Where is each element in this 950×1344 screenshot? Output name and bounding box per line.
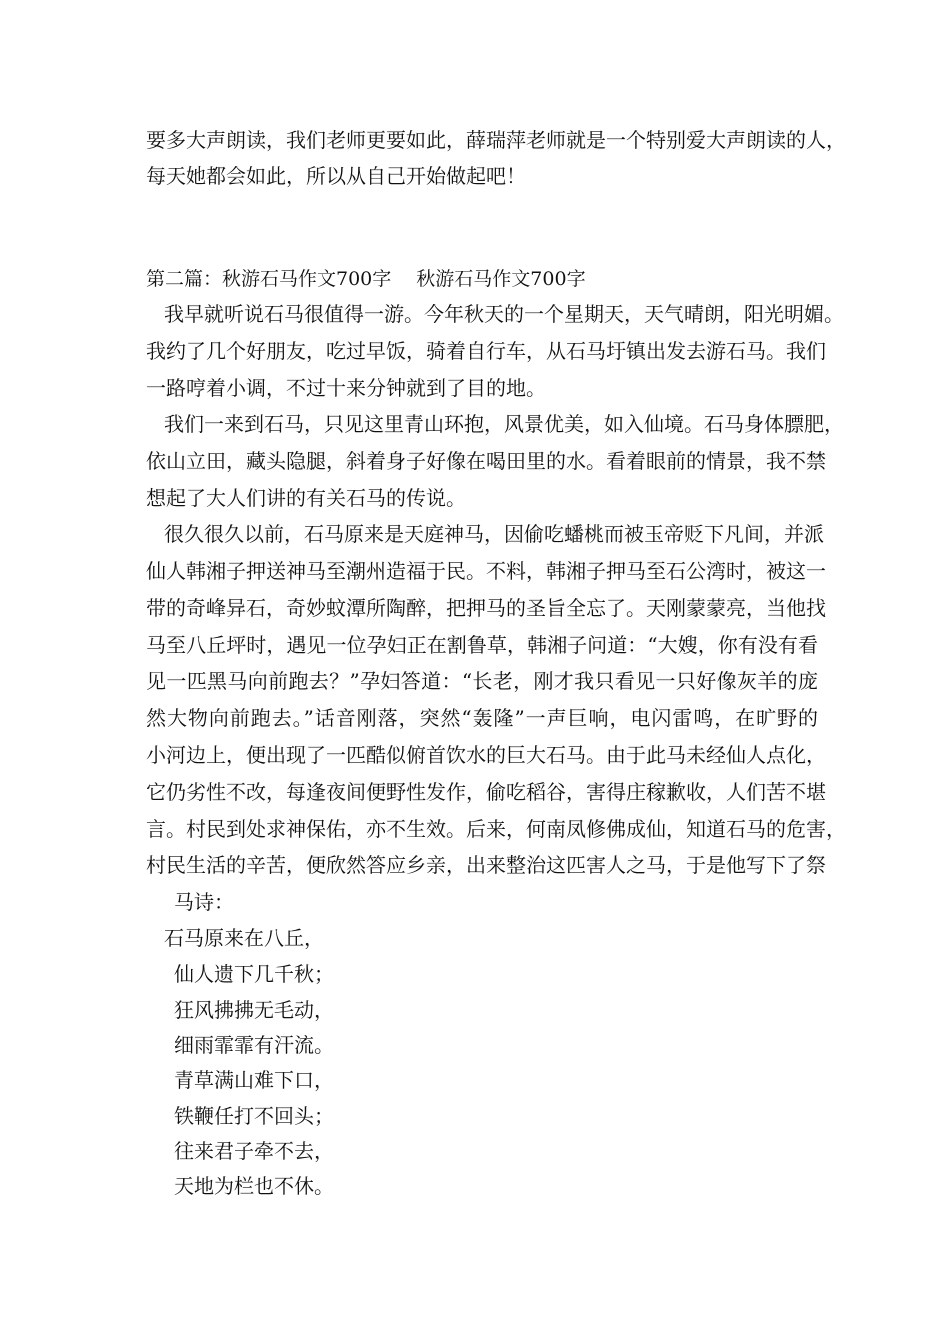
poem-line: 青草满山难下口， [174, 1068, 334, 1092]
paragraph-line: 马至八丘坪时，遇见一位孕妇正在割鲁草，韩湘子问道：“大嫂，你有没有看 [146, 633, 818, 657]
paragraph-line: 小河边上，便出现了一匹酷似俯首饮水的巨大石马。由于此马未经仙人点化， [146, 743, 826, 767]
prev-section-line: 每天她都会如此，所以从自己开始做起吧！ [146, 164, 526, 188]
paragraph-line: 很久很久以前，石马原来是天庭神马，因偷吃蟠桃而被玉帝贬下凡间，并派 [164, 522, 824, 546]
paragraph-line: 我们一来到石马，只见这里青山环抱，风景优美，如入仙境。石马身体膘肥， [164, 412, 844, 436]
poem-line: 天地为栏也不休。 [174, 1174, 334, 1198]
paragraph-line: 依山立田，藏头隐腿，斜着身子好像在喝田里的水。看着眼前的情景，我不禁 [146, 449, 826, 473]
paragraph-line: 它仍劣性不改，每逢夜间便野性发作，偷吃稻谷，害得庄稼歉收，人们苦不堪 [146, 780, 826, 804]
paragraph-line: 带的奇峰异石，奇妙蚊潭所陶醉，把押马的圣旨全忘了。天刚蒙蒙亮，当他找 [146, 596, 826, 620]
poem-line: 仙人遗下几千秋； [174, 962, 334, 986]
section-title: 第二篇：秋游石马作文700字 秋游石马作文700字 [146, 268, 586, 290]
paragraph-line: 我早就听说石马很值得一游。今年秋天的一个星期天，天气晴朗，阳光明媚。 [164, 302, 844, 326]
paragraph-line: 一路哼着小调，不过十来分钟就到了目的地。 [146, 376, 546, 400]
poem-line: 石马原来在八丘， [164, 926, 324, 950]
paragraph-line: 言。村民到处求神保佑，亦不生效。后来，何南凤修佛成仙，知道石马的危害， [146, 817, 846, 841]
paragraph-line: 想起了大人们讲的有关石马的传说。 [146, 486, 466, 510]
prev-section-line: 要多大声朗读，我们老师更要如此，薛瑞萍老师就是一个特别爱大声朗读的人， [146, 128, 846, 152]
paragraph-line: 我约了几个好朋友，吃过早饭，骑着自行车，从石马圩镇出发去游石马。我们 [146, 339, 826, 363]
poem-line: 细雨霏霏有汗流。 [174, 1033, 334, 1057]
paragraph-line: 见一匹黑马向前跑去？”孕妇答道：“长老，刚才我只看见一只好像灰羊的庞 [146, 669, 818, 693]
paragraph-line: 村民生活的辛苦，便欣然答应乡亲，出来整治这匹害人之马，于是他写下了祭 [146, 853, 826, 877]
paragraph-line: 仙人韩湘子押送神马至潮州造福于民。不料，韩湘子押马至石公湾时，被这一 [146, 559, 826, 583]
paragraph-line: 然大物向前跑去。”话音刚落，突然“轰隆”一声巨响，电闪雷鸣，在旷野的 [146, 706, 818, 730]
poem-line: 铁鞭任打不回头； [174, 1104, 334, 1128]
paragraph-line: 马诗： [174, 890, 234, 914]
poem-line: 往来君子牵不去， [174, 1139, 334, 1163]
poem-line: 狂风拂拂无毛动， [174, 998, 334, 1022]
